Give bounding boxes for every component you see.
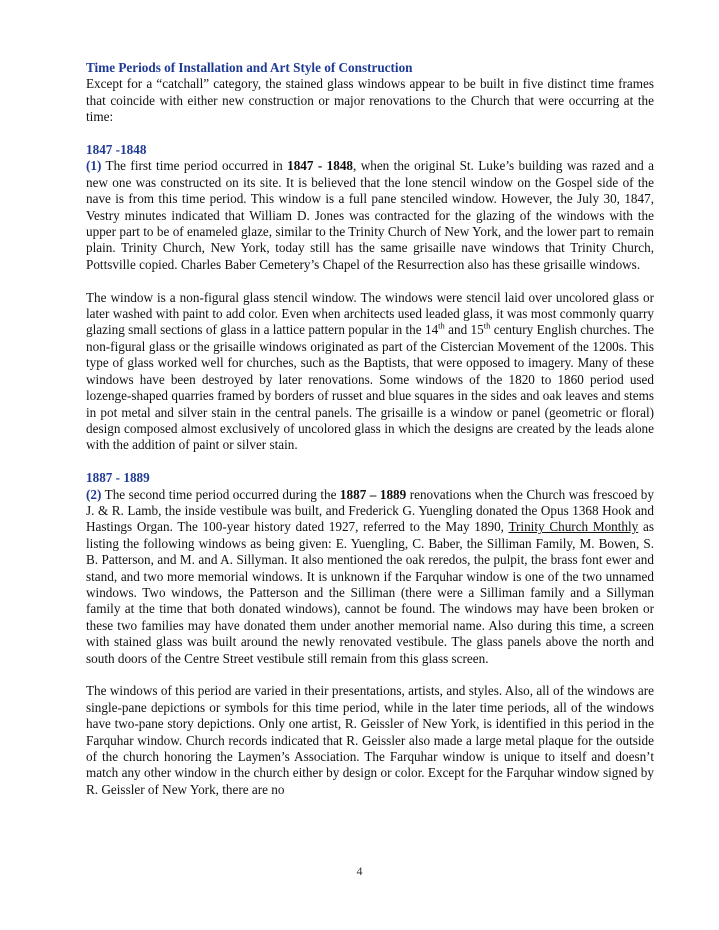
period-1-paragraph-2	[86, 290, 654, 454]
period-1-text-a: The first time period occurred in	[101, 158, 288, 174]
spacer	[86, 126, 654, 142]
period-1-p2-text-a: The window is a non-figural glass stencil window. The windows were stencil laid over uncolored glass or later washed with paint to add color. Even when architects used leaded glass, it was most commonly quarry glazing small sections of glass in a lattice pattern popular in the 14	[86, 289, 654, 338]
intro-paragraph: Except for a “catchall” category, the stained glass windows appear to be built in five distinct time frames that coincide with either new construction or major renovations to the Church that were occurring at the time:	[86, 76, 654, 125]
spacer	[86, 273, 654, 289]
period-1-p2-text-b: century English churches. The non-figural glass or the grisaille windows originated as part of the Cistercian Movement of the 1200s. This type of glass worked well for churches, such as the Baptists, that were opposed to imagery. Many of these windows have been destroyed by later renovations. Some windows of the 1820 to 1860 period used lozenge-shaped quarries framed by borders of russet and blue squares in the sides and oak leaves and stems in pot metal and silver stain in the central panels. The grisaille is a window or panel (geometric or floral) design composed almost exclusively of uncolored glass in which the designs are created by the leads alone with the addition of paint or silver stain.	[86, 322, 654, 453]
period-1-heading: 1847 -1848	[86, 142, 147, 158]
period-1-years: 1847 - 1848	[287, 158, 354, 174]
section-heading: Time Periods of Installation and Art Style of Construction	[86, 60, 413, 75]
period-2-paragraph-2: The windows of this period are varied in their presentations, artists, and styles. Also, all of the windows are single-pane depictions or symbols for this time period, while in the later time periods, all of the windows have two-pane story depictions. Only one artist, R. Geissler of New York, is identified in this period in the Farquhar window. Church records indicated that R. Geissler also made a large metal plaque for the outside of the church honoring the Laymen’s Association. The Farquhar window is unique to itself and doesn’t match any other window in the church either by design or color. Except for the Farquhar window signed by R. Geissler of New York, there are no	[86, 683, 654, 797]
period-2-text-c: as listing the following windows as being given: E. Yuengling, C. Baber, the Silliman Family, M. Bowen, S. B. Patterson, and M. and A. Sillyman. It also mentioned the oak reredos, the pulpit, the brass font ewer and stand, and two more memorial windows. It is unknown if the Farquhar window is one of the two unnamed windows. Two windows, the Patterson and the Silliman (there were a Silliman family and a Sillyman family at the time that both donated windows), cannot be found. The windows may have been broken or these two families may have donated them under another memorial name. Also during this time, a screen with stained glass was built around the newly renovated vestibule. The glass panels above the north and south doors of the Centre Street vestibule still remain from this glass screen.	[86, 519, 654, 666]
period-1-text-b: , when the original St. Luke’s building was razed and a new one was constructed on its site. It is believed that the lone stencil window on the Gospel side of the nave is from this time period. This window is a full pane stenciled window. However, the July 30, 1847, Vestry minutes indicated that William D. Jones was contracted for the glazing of the windows with the upper part to be of enameled glaze, similar to the Trinity Church of New York, and the lower part to remain plain. Trinity Church, New York, today still has the same grisaille nave windows that Trinity Church, Pottsville copied. Charles Baber Cemetery’s Chapel of the Resurrection also has these grisaille windows.	[86, 158, 654, 272]
period-2-text-b: renovations when the Church was frescoed by J. & R. Lamb, the inside vestibule was built, and Frederick G. Yuengling donated the Opus 1368 Hook and Hastings Organ. The 100-year history dated 1927, referred to the May 1890,	[86, 486, 654, 535]
period-2-years: 1887 – 1889	[339, 486, 407, 502]
period-1-paragraph-1	[86, 158, 654, 273]
period-2-paragraph-1	[86, 487, 654, 667]
publication-title: Trinity Church Monthly	[508, 519, 639, 535]
period-2-marker: (2)	[86, 486, 102, 502]
period-2-heading: 1887 - 1889	[86, 470, 150, 486]
page-number: 4	[356, 864, 363, 878]
period-2-text-a: The second time period occurred during the	[101, 486, 340, 502]
spacer	[86, 454, 654, 470]
superscript-th: th	[483, 321, 491, 332]
spacer	[86, 667, 654, 683]
superscript-th: th	[438, 321, 445, 332]
period-1-p2-text-mid: and 15	[444, 322, 484, 338]
document-page	[86, 60, 654, 798]
period-1-marker: (1)	[86, 158, 102, 174]
